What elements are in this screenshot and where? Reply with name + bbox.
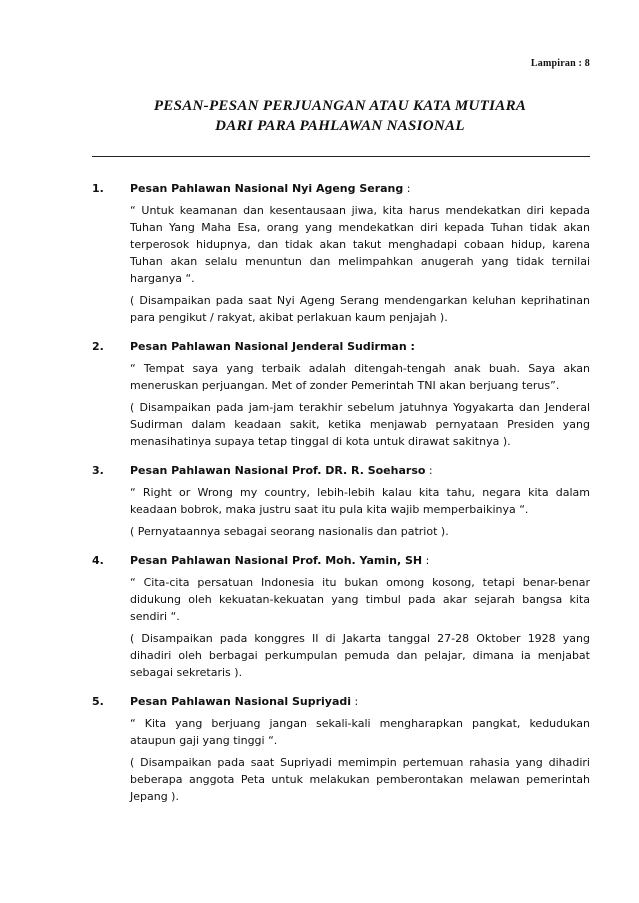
attachment-label: Lampiran : 8 xyxy=(530,58,590,69)
item-quote: “ Cita-cita persatuan Indonesia itu bukan omong kosong, tetapi benar-benar didukung oleh kekuatan-kekuatan yang timbul pada akar sejarah bangsa kita sendiri “. xyxy=(130,576,590,623)
item-heading-colon: : xyxy=(425,464,433,477)
item-heading-text: Pesan Pahlawan Nasional Prof. DR. R. Soeharso xyxy=(130,464,426,477)
title-divider xyxy=(92,156,590,157)
item-note: ( Disampaikan pada saat Nyi Ageng Serang mendengarkan keluhan keprihatinan para pengikut / rakyat, akibat perlakuan kaum penjajah ). xyxy=(130,294,590,324)
item-heading xyxy=(130,693,590,710)
list-item xyxy=(92,552,590,681)
message-list xyxy=(92,180,590,810)
item-heading-colon: : xyxy=(351,695,359,708)
item-number: 1. xyxy=(92,182,104,195)
item-heading-colon: : xyxy=(422,554,430,567)
item-note: ( Disampaikan pada saat Supriyadi memimpin pertemuan rahasia yang dihadiri beberapa anggota Peta untuk melakukan pemberontakan melawan pemerintah Jepang ). xyxy=(130,756,590,803)
item-number: 4. xyxy=(92,554,104,567)
page-title xyxy=(92,96,588,136)
title-line-2: DARI PARA PAHLAWAN NASIONAL xyxy=(215,118,465,134)
item-heading-text: Pesan Pahlawan Nasional Prof. Moh. Yamin, SH xyxy=(130,554,423,567)
item-note: ( Disampaikan pada konggres II di Jakarta tanggal 27-28 Oktober 1928 yang dihadiri oleh berbagai perkumpulan pemuda dan pelajar, dimana ia menjabat sebagai sekretaris ). xyxy=(130,632,590,679)
list-item xyxy=(92,338,590,450)
item-quote: “ Tempat saya yang terbaik adalah ditengah-tengah anak buah. Saya akan meneruskan perjuangan. Met of zonder Pemerintah TNI akan berjuang terus”. xyxy=(130,362,590,392)
title-line-1: PESAN-PESAN PERJUANGAN ATAU KATA MUTIARA xyxy=(153,98,527,114)
list-item xyxy=(92,693,590,805)
item-quote: “ Kita yang berjuang jangan sekali-kali mengharapkan pangkat, kedudukan ataupun gaji yang tinggi “. xyxy=(130,717,590,747)
item-heading xyxy=(130,180,590,197)
item-heading xyxy=(130,338,590,355)
item-note: ( Disampaikan pada jam-jam terakhir sebelum jatuhnya Yogyakarta dan Jenderal Sudirman dalam keadaan sakit, ketika menjawab pernyataan Presiden yang menasihatinya supaya tetap tinggal di kota untuk dirawat sakitnya ). xyxy=(130,401,590,448)
item-heading-text: Pesan Pahlawan Nasional Jenderal Sudirman : xyxy=(130,340,415,353)
item-heading-colon: : xyxy=(403,182,411,195)
item-heading xyxy=(130,462,590,479)
list-item xyxy=(92,462,590,540)
item-heading-text: Pesan Pahlawan Nasional Nyi Ageng Serang xyxy=(130,182,404,195)
item-heading xyxy=(130,552,590,569)
item-number: 3. xyxy=(92,464,104,477)
list-item xyxy=(92,180,590,326)
item-number: 2. xyxy=(92,340,104,353)
item-number: 5. xyxy=(92,695,104,708)
item-heading-text: Pesan Pahlawan Nasional Supriyadi xyxy=(130,695,352,708)
item-note: ( Pernyataannya sebagai seorang nasionalis dan patriot ). xyxy=(130,525,449,538)
item-quote: “ Untuk keamanan dan kesentausaan jiwa, kita harus mendekatkan diri kepada Tuhan Yang Maha Esa, orang yang mendekatkan diri kepada Tuhan tidak akan terperosok hidupnya, dan tidak akan takut menghadapi cobaan hidup, karena Tuhan akan selalu menuntun dan melimpahkan anugerah yang tidak ternilai harganya “. xyxy=(130,204,590,285)
item-quote: “ Right or Wrong my country, lebih-lebih kalau kita tahu, negara kita dalam keadaan bobrok, maka justru saat itu pula kita wajib memperbaikinya “. xyxy=(130,486,590,516)
